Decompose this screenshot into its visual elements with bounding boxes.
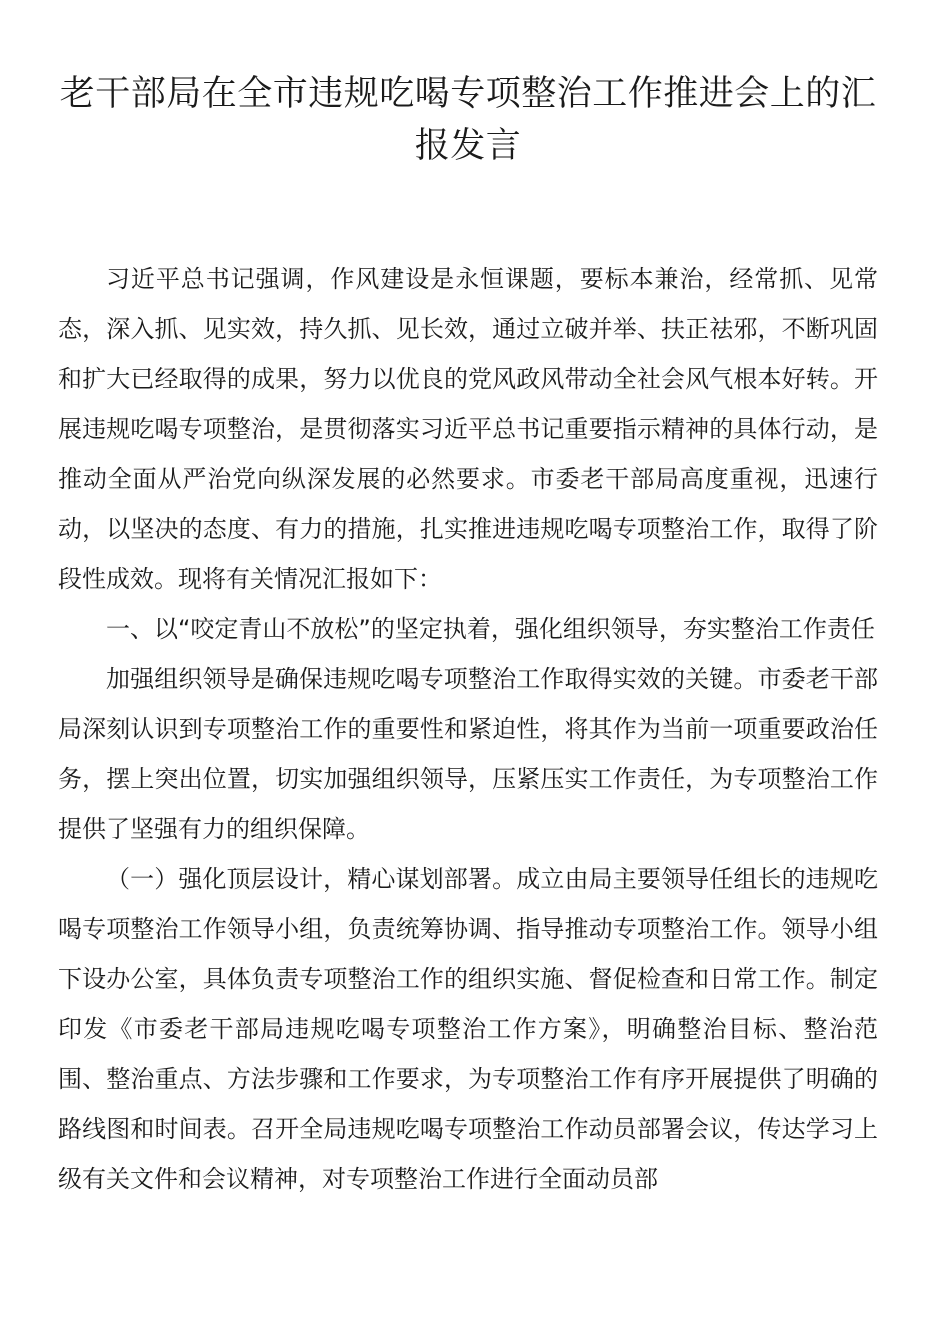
section-heading-1: 一、以“咬定青山不放松”的坚定执着，强化组织领导，夯实整治工作责任 bbox=[106, 615, 875, 643]
subsection-1-paragraph: （一）强化顶层设计，精心谋划部署。成立由局主要领导任组长的违规吃喝专项整治工作领导小组，负责统筹协调、指导推动专项整治工作。领导小组下设办公室，具体负责专项整治工作的组织实施、督促检查和日常工作。制定印发《市委老干部局违规吃喝专项整治工作方案》，明确整治目标、整治范围、整治重点、方法步骤和工作要求，为专项整治工作有序开展提供了明确的路线图和时间表。召开全局违规吃喝专项整治工作动员部署会议，传达学习上级有关文件和会议精神，对专项整治工作进行全面动员部 bbox=[58, 865, 878, 1193]
section-1-paragraph: 加强组织领导是确保违规吃喝专项整治工作取得实效的关键。市委老干部局深刻认识到专项整治工作的重要性和紧迫性，将其作为当前一项重要政治任务，摆上突出位置，切实加强组织领导，压紧压实工作责任，为专项整治工作提供了坚强有力的组织保障。 bbox=[58, 665, 878, 843]
intro-paragraph: 习近平总书记强调，作风建设是永恒课题，要标本兼治，经常抓、见常态，深入抓、见实效，持久抓、见长效，通过立破并举、扶正祛邪，不断巩固和扩大已经取得的成果，努力以优良的党风政风带动全社会风气根本好转。开展违规吃喝专项整治，是贯彻落实习近平总书记重要指示精神的具体行动，是推动全面从严治党向纵深发展的必然要求。市委老干部局高度重视，迅速行动，以坚决的态度、有力的措施，扎实推进违规吃喝专项整治工作，取得了阶段性成效。现将有关情况汇报如下： bbox=[58, 265, 878, 593]
document-body bbox=[58, 254, 878, 1204]
document-title: 老干部局在全市违规吃喝专项整治工作推进会上的汇报发言 bbox=[59, 74, 877, 166]
